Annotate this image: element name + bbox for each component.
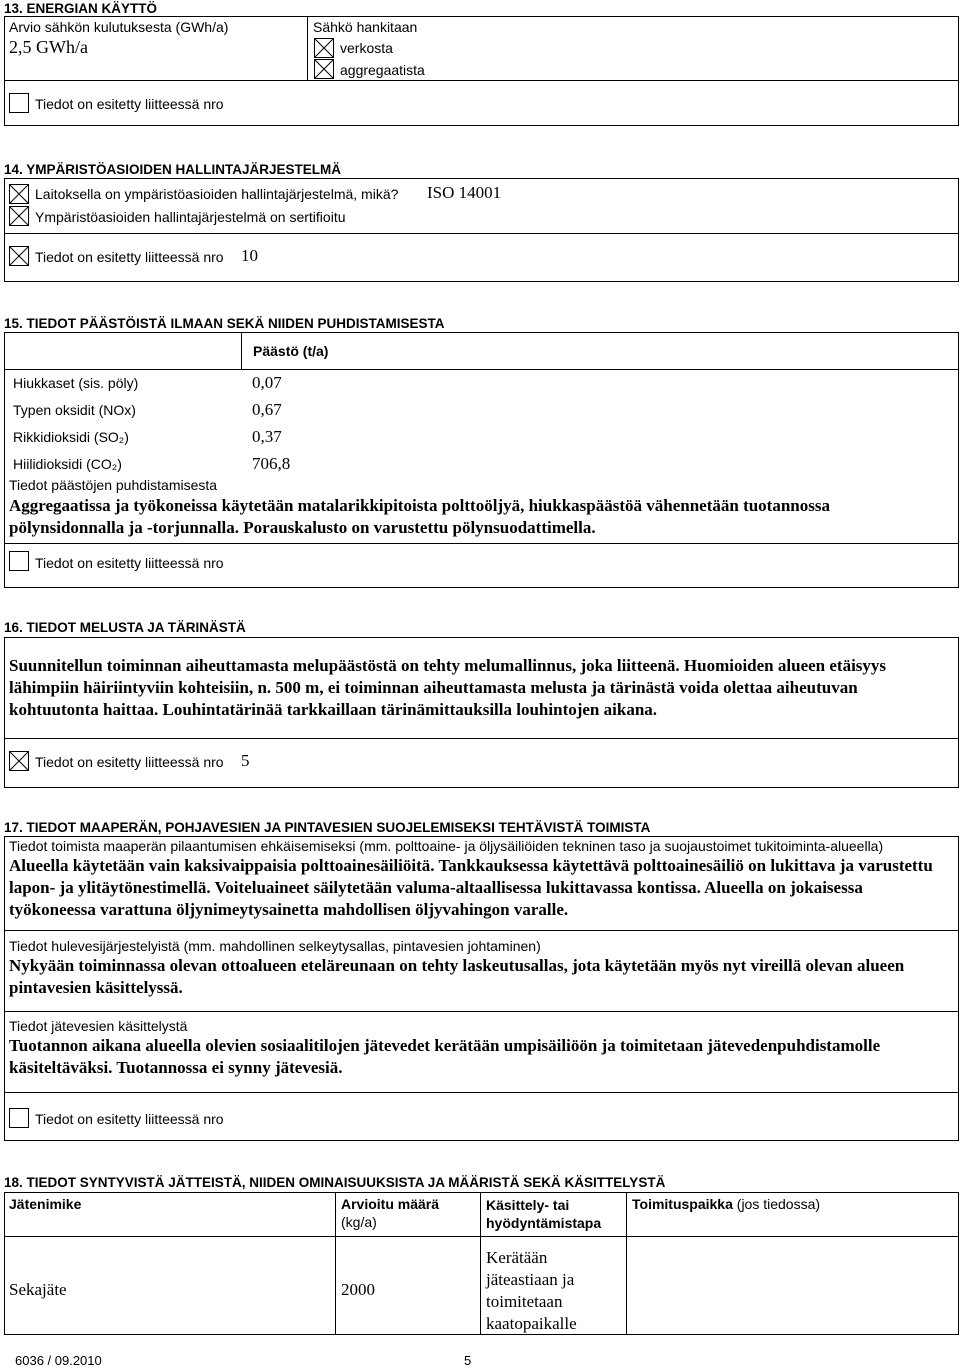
waste-row-amount[interactable]: 2000 — [341, 1280, 375, 1299]
source-label: Sähkö hankitaan — [313, 19, 418, 35]
section-13-title: 13. ENERGIAN KÄYTTÖ — [4, 1, 158, 16]
emission-row-name: Typen oksidit (NOx) — [13, 402, 136, 418]
emission-row-name: Rikkidioksidi (SO₂) — [13, 429, 129, 445]
waste-water-text[interactable]: Tuotannon aikana alueella olevien sosiaalitilojen jätevedet kerätään umpisäiliöön ja toimitetaan jätevedenpuhdistamolle käsiteltäväksi. Tuotannossa ei synny jätevesiä. — [9, 1036, 881, 1077]
checkbox-attachment-13[interactable] — [9, 93, 29, 113]
attachment-label-14: Tiedot on esitetty liitteessä nro — [35, 249, 224, 265]
checkbox-attachment-15[interactable] — [9, 551, 29, 571]
emission-row-value[interactable]: 0,37 — [252, 427, 282, 446]
emission-row-value[interactable]: 706,8 — [252, 454, 291, 473]
form-code: 6036 / 09.2010 — [15, 1353, 102, 1368]
storm-label: Tiedot hulevesijärjestelyistä (mm. mahdollinen selkeytysallas, pintavesien johtaminen) — [9, 938, 541, 954]
soil-text[interactable]: Alueella käytetään vain kaksivaippaisia polttoainesäiliöitä. Tankkauksessa käytettävä polttoainesäiliö on lukittava ja varustettu lapon- ja ylitäytönestimellä. Voiteluaineet säilytetään valuma-altaallisessa lukittavassa kontissa. Alueella on jokaisessa työkoneessa varattuna öljynimeytysainetta mahdollisen öljyvahingon varalle. — [9, 856, 933, 919]
consumption-value[interactable]: 2,5 GWh/a — [9, 37, 88, 57]
section-17-title: 17. TIEDOT MAAPERÄN, POHJAVESIEN JA PINTAVESIEN SUOJELEMISEKSI TEHTÄVISTÄ TOIMISTA — [4, 820, 651, 835]
checkbox-ems-checked[interactable] — [9, 184, 29, 204]
cleaning-text[interactable]: Aggregaatissa ja työkoneissa käytetään matalarikkipitoista polttoöljyä, hiukkaspäästöä vähennetään tuotannossa pölynsidonnalla ja -torjunnalla. Porauskalusto on varustettu pölynsuodattimella. — [9, 496, 830, 537]
storm-text[interactable]: Nykyään toiminnassa olevan ottoalueen eteläreunaan on tehty laskeutusallas, jota käytetään myös nyt vireillä olevan alueen pintavesien käsittelyssä. — [9, 956, 905, 997]
waste-col-name: Jätenimike — [9, 1196, 82, 1212]
attachment-label-16: Tiedot on esitetty liitteessä nro — [35, 754, 224, 770]
opt-grid-label: verkosta — [340, 40, 393, 56]
waste-col-destination: Toimituspaikka (jos tiedossa) — [632, 1196, 821, 1212]
emission-col-header: Päästö (t/a) — [253, 343, 329, 359]
attachment-label-13: Tiedot on esitetty liitteessä nro — [35, 96, 224, 112]
soil-label: Tiedot toimista maaperän pilaantumisen ehkäisemiseksi (mm. polttoaine- ja öljysäiliöiden tekninen taso ja suojaustoimet tukitoiminta-alueella) — [9, 838, 884, 854]
attachment-label-15: Tiedot on esitetty liitteessä nro — [35, 555, 224, 571]
section-16-title: 16. TIEDOT MELUSTA JA TÄRINÄSTÄ — [4, 620, 246, 635]
opt-aggregate-label: aggregaatista — [340, 62, 425, 78]
waste-row-handling[interactable]: Kerätään jäteastiaan ja toimitetaan kaatopaikalle — [486, 1248, 577, 1333]
checkbox-aggregate-checked[interactable] — [314, 59, 334, 79]
ems-question: Laitoksella on ympäristöasioiden hallintajärjestelmä, mikä? — [35, 186, 399, 202]
consumption-label: Arvio sähkön kulutuksesta (GWh/a) — [9, 19, 229, 35]
checkbox-attachment-17[interactable] — [9, 1108, 29, 1128]
section-14-title: 14. YMPÄRISTÖASIOIDEN HALLINTAJÄRJESTELMÄ — [4, 162, 342, 177]
checkbox-certified-checked[interactable] — [9, 206, 29, 226]
waste-table — [4, 1192, 959, 1335]
attachment-number-16[interactable]: 5 — [241, 751, 250, 770]
waste-water-label: Tiedot jätevesien käsittelystä — [9, 1018, 188, 1034]
checkbox-attachment-14-checked[interactable] — [9, 246, 29, 266]
section-15-box — [4, 332, 959, 588]
section-18-title: 18. TIEDOT SYNTYVISTÄ JÄTTEISTÄ, NIIDEN OMINAISUUKSISTA JA MÄÄRISTÄ SEKÄ KÄSITTELYSTÄ — [4, 1175, 666, 1190]
attachment-number-14[interactable]: 10 — [241, 246, 258, 265]
cleaning-label: Tiedot päästöjen puhdistamisesta — [9, 477, 218, 493]
certified-label: Ympäristöasioiden hallintajärjestelmä on sertifioitu — [35, 209, 346, 225]
noise-text[interactable]: Suunnitellun toiminnan aiheuttamasta melupäästöstä on tehty melumallinnus, joka liitteenä. Huomioiden alueen etäisyys lähimpiin häiriintyviin kohteisiin, n. 500 m, ei toiminnan aiheuttamasta melusta ja tärinästä voida olettaa aiheutuvan kohtuutonta haittaa. Louhintatärinää tarkkaillaan tärinämittauksilla louhintojen aikana. — [9, 656, 887, 719]
waste-col-amount-unit: (kg/a) — [341, 1214, 377, 1230]
checkbox-grid-checked[interactable] — [314, 38, 334, 58]
page-number: 5 — [464, 1353, 472, 1368]
attachment-label-17: Tiedot on esitetty liitteessä nro — [35, 1111, 224, 1127]
ems-answer[interactable]: ISO 14001 — [427, 183, 502, 202]
waste-col-handling: Käsittely- tai hyödyntämistapa — [486, 1197, 602, 1231]
emission-row-value[interactable]: 0,67 — [252, 400, 282, 419]
waste-row-name[interactable]: Sekajäte — [9, 1280, 67, 1299]
waste-col-amount: Arvioitu määrä — [341, 1196, 440, 1212]
emission-row-value[interactable]: 0,07 — [252, 373, 282, 392]
emission-row-name: Hiilidioksidi (CO₂) — [13, 456, 122, 472]
section-15-title: 15. TIEDOT PÄÄSTÖISTÄ ILMAAN SEKÄ NIIDEN PUHDISTAMISESTA — [4, 316, 445, 331]
checkbox-attachment-16-checked[interactable] — [9, 751, 29, 771]
emission-row-name: Hiukkaset (sis. pöly) — [13, 375, 139, 391]
